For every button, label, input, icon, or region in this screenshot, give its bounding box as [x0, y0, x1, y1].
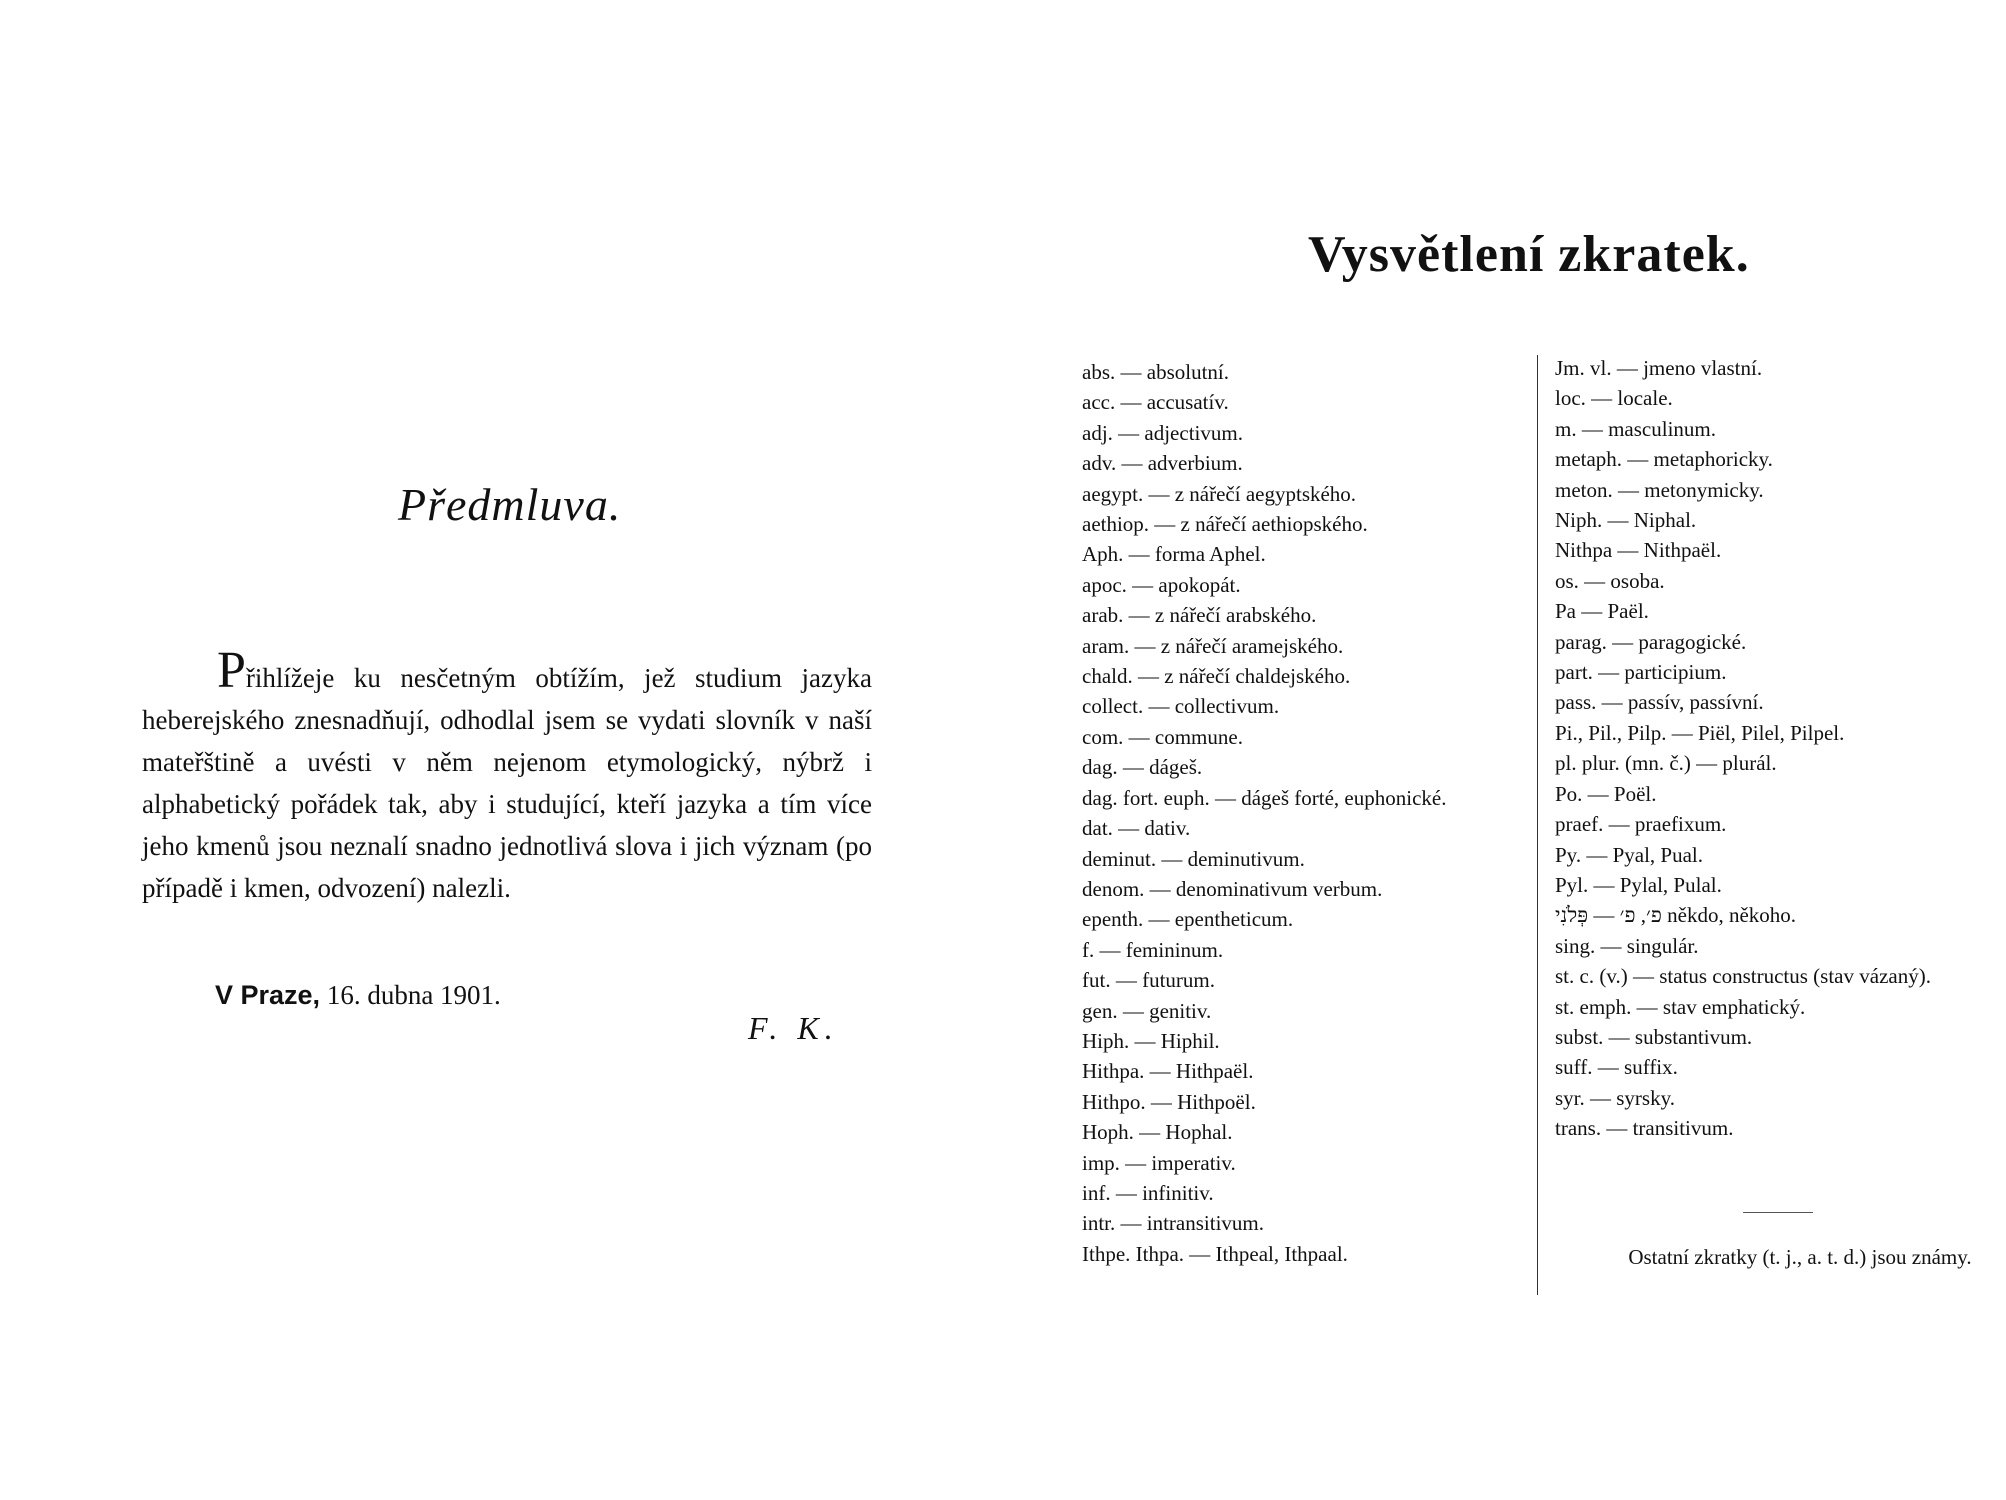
right-page-abbreviations — [1000, 0, 2006, 1500]
abbreviation-entry: dag. fort. euph. — dágeš forté, euphonické. — [1082, 785, 1447, 810]
abbreviation-entry: collect. — collectivum. — [1082, 694, 1280, 719]
abbreviation-list-right — [1555, 353, 2000, 1144]
abbreviation-list-left — [1082, 357, 1522, 1269]
abbreviation-entry: meton. — metonymicky. — [1555, 477, 1764, 502]
abbreviation-entry: Niph. — Niphal. — [1555, 508, 1697, 533]
abbreviation-entry: m. — masculinum. — [1555, 416, 1716, 441]
place-and-date — [215, 980, 501, 1011]
abbreviation-entry: Hithpa. — Hithpaël. — [1082, 1059, 1254, 1084]
abbreviation-entry: dag. — dágeš. — [1082, 755, 1203, 780]
abbreviation-entry: acc. — accusatív. — [1082, 390, 1229, 415]
abbreviation-entry: imp. — imperativ. — [1082, 1150, 1236, 1175]
preface-body-text: Přihlížeje ku nesčetným obtížím, jež studium jazyka heberejského znesnadňují, odhodlal jsem se vydati slovník v naší mateřštině a uvésti v něm nejenom etymologický, nýbrž i alphabetický pořádek tak, aby i studující, kteří jazyka a tím více jeho kmenů jsou neznalí snadno jednotlivá slova i jich význam (po případě i kmen, odvození) nalezli. — [142, 642, 872, 903]
abbreviation-entry: f. — femininum. — [1082, 937, 1224, 962]
abbreviation-entry: os. — osoba. — [1555, 568, 1665, 593]
abbreviation-entry: aram. — z nářečí aramejského. — [1082, 633, 1344, 658]
abbreviation-entry: Pyl. — Pylal, Pulal. — [1555, 872, 1722, 897]
abbreviation-entry: chald. — z nářečí chaldejského. — [1082, 664, 1351, 689]
abbreviation-entry: abs. — absolutní. — [1082, 360, 1229, 384]
abbreviation-entry: st. emph. — stav emphatický. — [1555, 994, 1806, 1019]
abbreviation-entry: suff. — suffix. — [1555, 1055, 1678, 1080]
abbreviation-entry: pass. — passív, passívní. — [1555, 690, 1764, 715]
signature-initials: F. K. — [748, 1010, 839, 1046]
abbreviation-entry: parag. — paragogické. — [1555, 629, 1747, 654]
abbreviation-entry: dat. — dativ. — [1082, 816, 1191, 841]
abbreviation-entry: gen. — genitiv. — [1082, 998, 1212, 1023]
abbreviation-entry: fut. — futurum. — [1082, 968, 1215, 993]
abbreviation-entry: epenth. — epentheticum. — [1082, 907, 1294, 932]
closing-note: Ostatní zkratky (t. j., a. t. d.) jsou známy. — [1628, 1245, 1972, 1269]
abbreviation-entry-hebrew: פ׳, פ׳ — פְּלֹנִי někdo, někoho. — [1555, 903, 1797, 928]
abbreviation-entry: sing. — singulár. — [1555, 933, 1699, 958]
abbreviations-title: Vysvětlení zkratek. — [1308, 226, 1750, 283]
abbreviation-entry: adv. — adverbium. — [1082, 451, 1243, 476]
abbreviation-entry: deminut. — deminutivum. — [1082, 846, 1305, 871]
abbreviation-entry: Jm. vl. — jmeno vlastní. — [1555, 356, 1763, 380]
abbreviation-entry: pl. plur. (mn. č.) — plurál. — [1555, 751, 1777, 776]
short-divider-rule — [1743, 1212, 1813, 1213]
abbreviation-entry: arab. — z nářečí arabského. — [1082, 603, 1317, 628]
date-label: 16. dubna 1901. — [326, 980, 501, 1010]
preface-title: Předmluva. — [398, 479, 622, 530]
abbreviation-entry: Pi., Pil., Pilp. — Piël, Pilel, Pilpel. — [1555, 720, 1845, 745]
abbreviation-entry: st. c. (v.) — status constructus (stav vázaný). — [1555, 964, 1931, 989]
abbreviation-entry: inf. — infinitiv. — [1082, 1180, 1214, 1205]
abbreviation-entry: Hithpo. — Hithpoël. — [1082, 1089, 1256, 1114]
abbreviation-entry: apoc. — apokopát. — [1082, 572, 1241, 597]
abbreviation-entry: com. — commune. — [1082, 724, 1243, 749]
abbreviation-entry: Pa — Paël. — [1555, 599, 1649, 624]
abbreviation-entry: Po. — Poël. — [1555, 781, 1657, 806]
abbreviation-entry: loc. — locale. — [1555, 386, 1673, 411]
abbreviation-entry: Aph. — forma Aphel. — [1082, 542, 1266, 567]
abbreviation-entry: denom. — denominativum verbum. — [1082, 876, 1383, 901]
abbreviation-entry: aethiop. — z nářečí aethiopského. — [1082, 512, 1368, 537]
abbreviation-entry: Ithpe. Ithpa. — Ithpeal, Ithpaal. — [1082, 1241, 1348, 1266]
column-divider — [1537, 355, 1538, 1295]
abbreviation-entry: intr. — intransitivum. — [1082, 1211, 1264, 1236]
abbreviation-entry: trans. — transitivum. — [1555, 1116, 1734, 1141]
abbreviation-entry: subst. — substantivum. — [1555, 1024, 1753, 1049]
abbreviation-entry: adj. — adjectivum. — [1082, 420, 1243, 445]
abbreviation-entry: metaph. — metaphoricky. — [1555, 447, 1773, 472]
abbreviation-entry: part. — participium. — [1555, 660, 1727, 685]
place-label: V Praze, — [215, 980, 321, 1010]
abbreviation-entry: syr. — syrsky. — [1555, 1085, 1675, 1110]
abbreviation-entry: aegypt. — z nářečí aegyptského. — [1082, 481, 1357, 506]
left-page-preface — [0, 0, 1000, 1500]
abbreviation-entry: Py. — Pyal, Pual. — [1555, 842, 1703, 867]
abbreviation-entry: Nithpa — Nithpaël. — [1555, 538, 1722, 563]
abbreviation-entry: Hiph. — Hiphil. — [1082, 1028, 1220, 1053]
abbreviation-entry: praef. — praefixum. — [1555, 812, 1727, 837]
abbreviation-entry: Hoph. — Hophal. — [1082, 1120, 1233, 1145]
